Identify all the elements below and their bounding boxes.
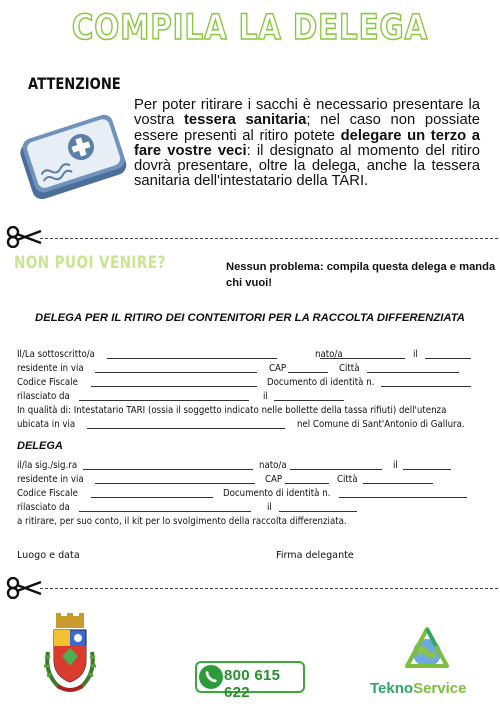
attention-heading: ATTENZIONE bbox=[28, 74, 121, 93]
page-title: COMPILA LA DELEGA bbox=[71, 8, 429, 48]
coat-of-arms-logo bbox=[42, 612, 98, 694]
label-delegato-citta: Città bbox=[337, 474, 358, 485]
label-delegato-cap: CAP bbox=[265, 474, 283, 485]
cta-heading: NON PUOI VENIRE? bbox=[14, 253, 166, 273]
field-data-nascita[interactable] bbox=[425, 348, 471, 359]
recycle-icon bbox=[402, 626, 452, 676]
label-delegato-cf: Codice Fiscale bbox=[17, 488, 78, 499]
field-documento[interactable] bbox=[381, 376, 471, 387]
label-qualita: In qualità di: Intestatario TARI (ossia il soggetto indicato nelle bollette della tassa rifiuti) dell'utenza bbox=[17, 405, 447, 416]
intro-paragraph: Per poter ritirare i sacchi è necessario presentare la vostra tessera sanitaria; nel caso non possiate essere presenti al ritiro potete delegare un terzo a fare vostre veci: il designato al momento del ritiro dovrà presentare, oltre la delega, anche la tessera sanitaria dell'intestatario della TARI. bbox=[134, 97, 481, 190]
label-cf: Codice Fiscale bbox=[17, 377, 78, 388]
label-documento: Documento di identità n. bbox=[267, 377, 375, 388]
label-citta: Città bbox=[339, 363, 360, 374]
label-sottoscritto: Il/La sottoscritto/a bbox=[17, 349, 95, 360]
field-cap[interactable] bbox=[288, 362, 328, 373]
field-via[interactable] bbox=[95, 362, 257, 373]
scissors-icon bbox=[6, 226, 42, 248]
delega-heading: DELEGA bbox=[17, 440, 63, 452]
cta-text: Nessun problema: compila questa delega e manda chi vuoi! bbox=[226, 261, 496, 289]
field-data-rilascio[interactable] bbox=[274, 390, 344, 401]
field-delegato-nato[interactable] bbox=[290, 459, 382, 470]
label-delegato-residente: residente in via bbox=[17, 474, 84, 485]
delegato-section bbox=[17, 459, 487, 534]
label-sig: il/la sig./sig.ra bbox=[17, 460, 78, 471]
field-cf[interactable] bbox=[91, 376, 257, 387]
health-card-icon bbox=[14, 112, 132, 204]
field-citta[interactable] bbox=[367, 362, 459, 373]
label-delegato-rilasciato: rilasciato da bbox=[17, 502, 70, 513]
phone-icon bbox=[199, 665, 223, 689]
field-delegato-data-rilascio[interactable] bbox=[279, 501, 357, 512]
field-rilasciato[interactable] bbox=[79, 390, 249, 401]
label-il2: il bbox=[263, 391, 268, 402]
label-residente: residente in via bbox=[17, 363, 84, 374]
field-nato[interactable] bbox=[320, 348, 405, 359]
label-delegato-il: il bbox=[393, 460, 398, 471]
phone-number-box[interactable] bbox=[195, 661, 305, 701]
firma-label: Firma delegante bbox=[276, 550, 354, 561]
field-delegato-via[interactable] bbox=[95, 473, 255, 484]
label-rilasciato: rilasciato da bbox=[17, 391, 70, 402]
field-nome[interactable] bbox=[107, 348, 277, 359]
field-delegato-documento[interactable] bbox=[339, 487, 467, 498]
label-comune: nel Comune di Sant'Antonio di Gallura. bbox=[297, 419, 465, 430]
label-ubicata: ubicata in via bbox=[17, 419, 76, 430]
form-heading: DELEGA PER IL RITIRO DEI CONTENITORI PER LA RACCOLTA DIFFERENZIATA bbox=[35, 312, 465, 324]
field-delegato-citta[interactable] bbox=[363, 473, 433, 484]
brand-logo: TeknoService bbox=[370, 680, 467, 697]
scissors-icon bbox=[6, 577, 42, 599]
label-cap: CAP bbox=[269, 363, 287, 374]
field-delegato-cap[interactable] bbox=[285, 473, 329, 484]
delegante-section bbox=[17, 348, 487, 438]
cut-line bbox=[40, 588, 498, 589]
label-ritirare: a ritirare, per suo conto, il kit per lo svolgimento della raccolta differenziata. bbox=[17, 516, 347, 527]
field-ubicata[interactable] bbox=[87, 418, 285, 429]
cut-line bbox=[40, 238, 498, 239]
luogo-data-label: Luogo e data bbox=[17, 550, 80, 561]
label-delegato-documento: Documento di identità n. bbox=[223, 488, 331, 499]
label-il: il bbox=[413, 349, 418, 360]
field-delegato-nome[interactable] bbox=[83, 459, 253, 470]
field-delegato-rilasciato[interactable] bbox=[79, 501, 251, 512]
label-nato: nato/a bbox=[315, 349, 343, 360]
field-delegato-cf[interactable] bbox=[91, 487, 213, 498]
label-delegato-il2: il bbox=[267, 502, 272, 513]
label-delegato-nato: nato/a bbox=[259, 460, 287, 471]
field-delegato-data[interactable] bbox=[403, 459, 451, 470]
phone-number: 800 615 622 bbox=[224, 667, 281, 701]
